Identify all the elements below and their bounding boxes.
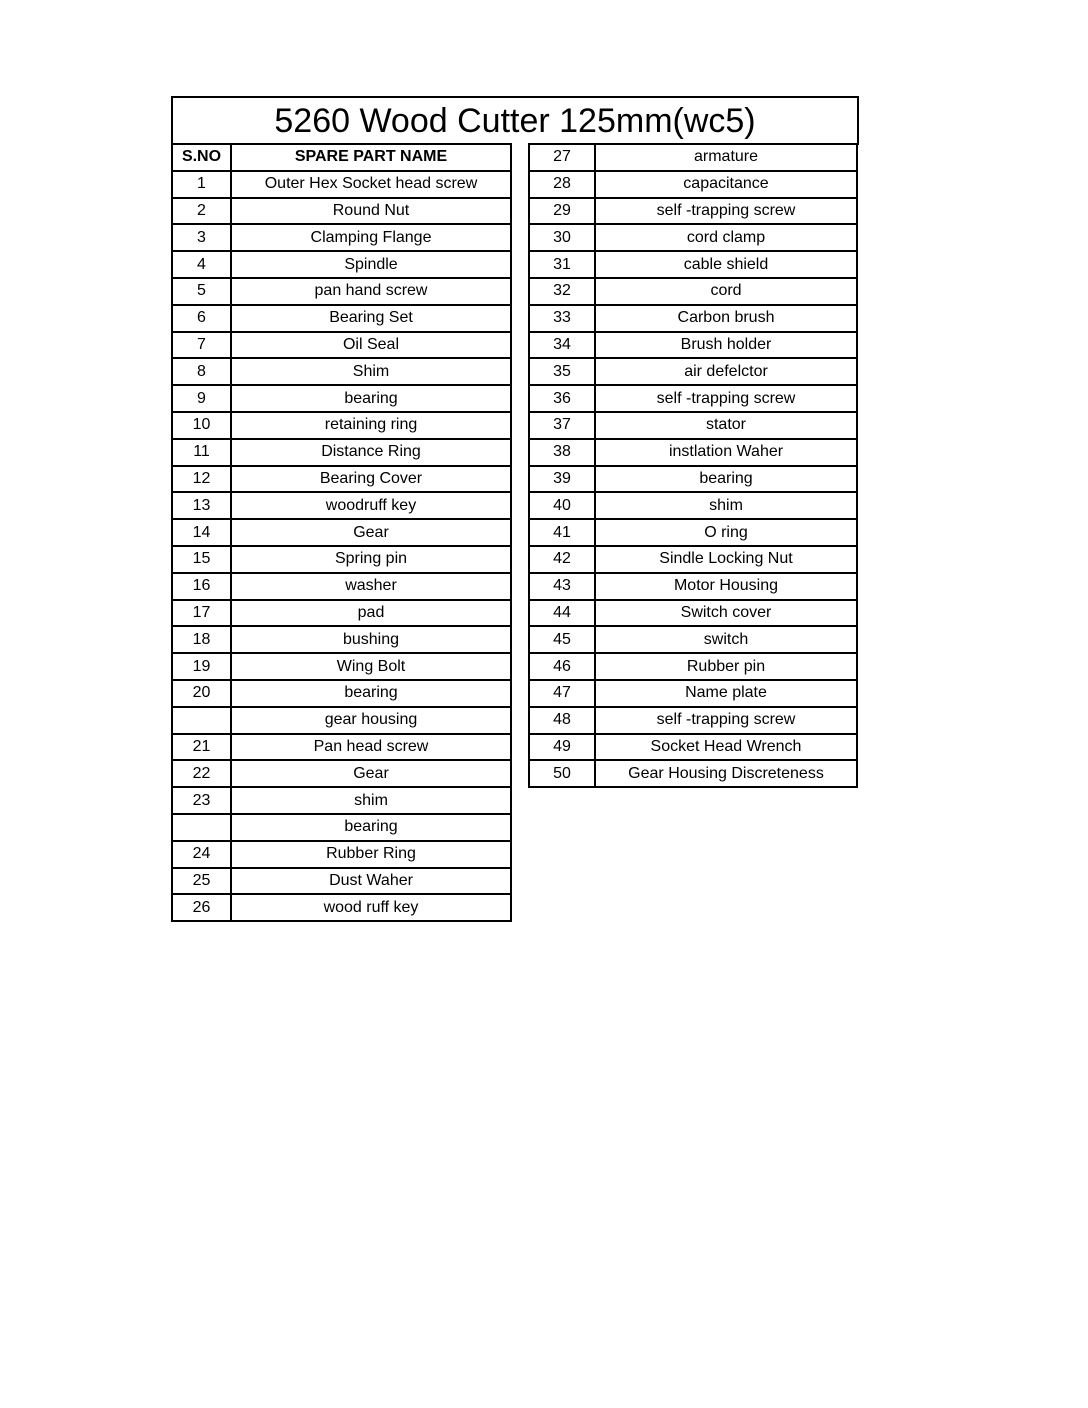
table-row bbox=[529, 278, 857, 305]
serial-number-cell: 5 bbox=[172, 278, 231, 305]
part-name-cell: Round Nut bbox=[231, 198, 511, 225]
serial-number-cell: 9 bbox=[172, 385, 231, 412]
serial-number-cell: 48 bbox=[529, 707, 595, 734]
part-name-cell: Wing Bolt bbox=[231, 653, 511, 680]
part-name-cell: bushing bbox=[231, 626, 511, 653]
serial-number-cell: 26 bbox=[172, 894, 231, 921]
table-row bbox=[172, 358, 511, 385]
serial-number-cell: 39 bbox=[529, 466, 595, 493]
table-row bbox=[529, 144, 857, 171]
serial-number-cell: 1 bbox=[172, 171, 231, 198]
table-row bbox=[529, 573, 857, 600]
table-row bbox=[172, 198, 511, 225]
part-name-cell: Pan head screw bbox=[231, 734, 511, 761]
serial-number-cell bbox=[172, 707, 231, 734]
part-name-cell: Carbon brush bbox=[595, 305, 857, 332]
serial-number-cell: 34 bbox=[529, 332, 595, 359]
serial-number-cell: 23 bbox=[172, 787, 231, 814]
serial-number-cell: 14 bbox=[172, 519, 231, 546]
part-name-cell: Dust Waher bbox=[231, 868, 511, 895]
serial-number-cell: 20 bbox=[172, 680, 231, 707]
table-row bbox=[529, 358, 857, 385]
serial-number-cell: 11 bbox=[172, 439, 231, 466]
table-row bbox=[529, 412, 857, 439]
part-name-cell: shim bbox=[595, 492, 857, 519]
serial-number-cell: 28 bbox=[529, 171, 595, 198]
part-name-cell: Switch cover bbox=[595, 600, 857, 627]
serial-number-cell: 41 bbox=[529, 519, 595, 546]
serial-number-cell: 33 bbox=[529, 305, 595, 332]
part-name-cell: woodruff key bbox=[231, 492, 511, 519]
table-row bbox=[529, 680, 857, 707]
part-name-cell: Brush holder bbox=[595, 332, 857, 359]
part-name-cell: self -trapping screw bbox=[595, 707, 857, 734]
serial-number-cell: 22 bbox=[172, 760, 231, 787]
table-row bbox=[172, 278, 511, 305]
table-row bbox=[529, 224, 857, 251]
table-row bbox=[529, 626, 857, 653]
serial-number-cell: 24 bbox=[172, 841, 231, 868]
table-row bbox=[172, 707, 511, 734]
table-row bbox=[529, 653, 857, 680]
serial-number-cell: 21 bbox=[172, 734, 231, 761]
part-name-cell: self -trapping screw bbox=[595, 198, 857, 225]
table-row bbox=[172, 787, 511, 814]
header-row bbox=[172, 144, 511, 171]
table-row bbox=[172, 171, 511, 198]
part-name-cell: pan hand screw bbox=[231, 278, 511, 305]
part-name-cell: switch bbox=[595, 626, 857, 653]
serial-number-cell: 45 bbox=[529, 626, 595, 653]
table-row bbox=[172, 653, 511, 680]
serial-number-cell: 16 bbox=[172, 573, 231, 600]
serial-number-cell: 30 bbox=[529, 224, 595, 251]
serial-number-cell: 4 bbox=[172, 251, 231, 278]
part-name-header: SPARE PART NAME bbox=[231, 144, 511, 171]
part-name-cell: bearing bbox=[595, 466, 857, 493]
serial-number-cell bbox=[172, 814, 231, 841]
table-row bbox=[172, 224, 511, 251]
table-row bbox=[172, 814, 511, 841]
serial-number-cell: 7 bbox=[172, 332, 231, 359]
serial-number-cell: 10 bbox=[172, 412, 231, 439]
part-name-cell: Gear bbox=[231, 519, 511, 546]
serial-number-cell: 44 bbox=[529, 600, 595, 627]
sno-header: S.NO bbox=[172, 144, 231, 171]
part-name-cell: gear housing bbox=[231, 707, 511, 734]
serial-number-cell: 12 bbox=[172, 466, 231, 493]
table-row bbox=[529, 171, 857, 198]
part-name-cell: Clamping Flange bbox=[231, 224, 511, 251]
table-row bbox=[172, 626, 511, 653]
table-row bbox=[529, 385, 857, 412]
part-name-cell: Outer Hex Socket head screw bbox=[231, 171, 511, 198]
table-row bbox=[529, 707, 857, 734]
table-row bbox=[172, 734, 511, 761]
serial-number-cell: 38 bbox=[529, 439, 595, 466]
part-name-cell: O ring bbox=[595, 519, 857, 546]
part-name-cell: washer bbox=[231, 573, 511, 600]
serial-number-cell: 18 bbox=[172, 626, 231, 653]
table-row bbox=[172, 385, 511, 412]
part-name-cell: Distance Ring bbox=[231, 439, 511, 466]
serial-number-cell: 8 bbox=[172, 358, 231, 385]
table-row bbox=[172, 466, 511, 493]
serial-number-cell: 19 bbox=[172, 653, 231, 680]
serial-number-cell: 13 bbox=[172, 492, 231, 519]
table-row bbox=[529, 198, 857, 225]
table-row bbox=[172, 305, 511, 332]
table-row bbox=[529, 600, 857, 627]
serial-number-cell: 43 bbox=[529, 573, 595, 600]
part-name-cell: cord clamp bbox=[595, 224, 857, 251]
table-row bbox=[172, 841, 511, 868]
table-row bbox=[172, 251, 511, 278]
part-name-cell: bearing bbox=[231, 385, 511, 412]
part-name-cell: Spring pin bbox=[231, 546, 511, 573]
part-name-cell: Shim bbox=[231, 358, 511, 385]
part-name-cell: air defelctor bbox=[595, 358, 857, 385]
part-name-cell: Spindle bbox=[231, 251, 511, 278]
table-row bbox=[172, 760, 511, 787]
part-name-cell: cable shield bbox=[595, 251, 857, 278]
serial-number-cell: 49 bbox=[529, 734, 595, 761]
serial-number-cell: 2 bbox=[172, 198, 231, 225]
part-name-cell: bearing bbox=[231, 680, 511, 707]
spare-parts-sheet bbox=[171, 96, 859, 916]
serial-number-cell: 40 bbox=[529, 492, 595, 519]
table-row bbox=[172, 546, 511, 573]
serial-number-cell: 35 bbox=[529, 358, 595, 385]
table-row bbox=[529, 760, 857, 787]
serial-number-cell: 3 bbox=[172, 224, 231, 251]
part-name-cell: pad bbox=[231, 600, 511, 627]
part-name-cell: Name plate bbox=[595, 680, 857, 707]
serial-number-cell: 42 bbox=[529, 546, 595, 573]
table-row bbox=[529, 251, 857, 278]
serial-number-cell: 36 bbox=[529, 385, 595, 412]
part-name-cell: Oil Seal bbox=[231, 332, 511, 359]
serial-number-cell: 17 bbox=[172, 600, 231, 627]
table-row bbox=[529, 439, 857, 466]
part-name-cell: capacitance bbox=[595, 171, 857, 198]
serial-number-cell: 46 bbox=[529, 653, 595, 680]
table-row bbox=[172, 894, 511, 921]
serial-number-cell: 31 bbox=[529, 251, 595, 278]
sheet-title: 5260 Wood Cutter 125mm(wc5) bbox=[171, 96, 859, 145]
table-row bbox=[172, 868, 511, 895]
table-row bbox=[529, 519, 857, 546]
table-row bbox=[172, 573, 511, 600]
table-row bbox=[529, 492, 857, 519]
serial-number-cell: 29 bbox=[529, 198, 595, 225]
left-parts-table bbox=[171, 143, 512, 922]
part-name-cell: Sindle Locking Nut bbox=[595, 546, 857, 573]
part-name-cell: Bearing Set bbox=[231, 305, 511, 332]
part-name-cell: instlation Waher bbox=[595, 439, 857, 466]
table-row bbox=[172, 439, 511, 466]
table-row bbox=[172, 332, 511, 359]
serial-number-cell: 27 bbox=[529, 144, 595, 171]
serial-number-cell: 15 bbox=[172, 546, 231, 573]
part-name-cell: shim bbox=[231, 787, 511, 814]
part-name-cell: Gear bbox=[231, 760, 511, 787]
serial-number-cell: 37 bbox=[529, 412, 595, 439]
part-name-cell: Rubber Ring bbox=[231, 841, 511, 868]
table-row bbox=[172, 600, 511, 627]
table-row bbox=[172, 412, 511, 439]
part-name-cell: Gear Housing Discreteness bbox=[595, 760, 857, 787]
serial-number-cell: 32 bbox=[529, 278, 595, 305]
part-name-cell: Bearing Cover bbox=[231, 466, 511, 493]
table-row bbox=[529, 734, 857, 761]
right-parts-table bbox=[528, 143, 858, 788]
part-name-cell: bearing bbox=[231, 814, 511, 841]
table-row bbox=[172, 680, 511, 707]
part-name-cell: armature bbox=[595, 144, 857, 171]
table-row bbox=[172, 519, 511, 546]
part-name-cell: Rubber pin bbox=[595, 653, 857, 680]
serial-number-cell: 25 bbox=[172, 868, 231, 895]
table-row bbox=[529, 546, 857, 573]
table-row bbox=[529, 305, 857, 332]
part-name-cell: self -trapping screw bbox=[595, 385, 857, 412]
serial-number-cell: 50 bbox=[529, 760, 595, 787]
part-name-cell: retaining ring bbox=[231, 412, 511, 439]
table-row bbox=[172, 492, 511, 519]
part-name-cell: cord bbox=[595, 278, 857, 305]
part-name-cell: wood ruff key bbox=[231, 894, 511, 921]
table-row bbox=[529, 332, 857, 359]
part-name-cell: stator bbox=[595, 412, 857, 439]
serial-number-cell: 6 bbox=[172, 305, 231, 332]
part-name-cell: Motor Housing bbox=[595, 573, 857, 600]
table-row bbox=[529, 466, 857, 493]
serial-number-cell: 47 bbox=[529, 680, 595, 707]
part-name-cell: Socket Head Wrench bbox=[595, 734, 857, 761]
